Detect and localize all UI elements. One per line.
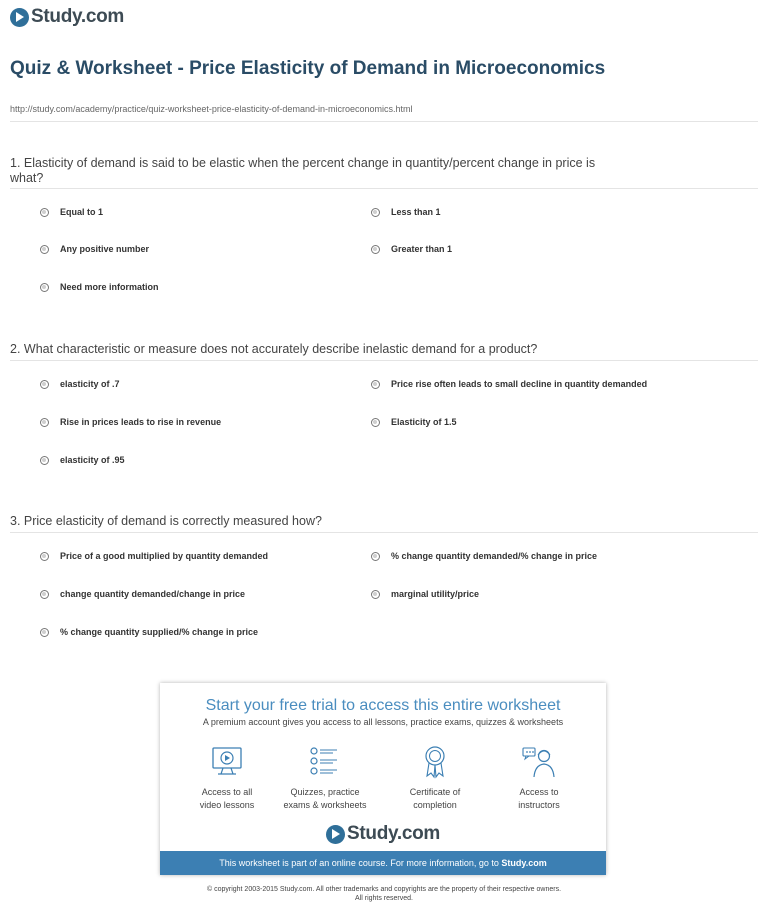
feature-label: instructors [518,800,560,810]
feature-label: video lessons [199,800,255,810]
promo-info-bar [160,851,606,875]
q3-option-d[interactable]: marginal utility/price [371,589,479,599]
radio-icon[interactable] [40,208,49,217]
feature-label: Access to [519,787,559,797]
promo-subtitle: A premium account gives you access to all lessons, practice exams, quizzes & worksheets [202,717,564,727]
question-1-text: 1. Elasticity of demand is said to be elastic when the percent change in quantity/percent change in price is what? [10,156,596,185]
divider [10,360,758,361]
q1-option-b[interactable]: Less than 1 [371,207,441,217]
radio-icon[interactable] [371,552,380,561]
promo-logo-text: Study.com [346,823,440,844]
feature-label: completion [413,800,457,810]
radio-icon[interactable] [40,283,49,292]
q1-option-a[interactable]: Equal to 1 [40,207,103,217]
page-title: Quiz & Worksheet - Price Elasticity of Demand in Microeconomics [10,58,606,79]
video-lesson-icon [209,745,245,779]
promo-study-logo[interactable] [160,823,606,845]
play-icon [326,825,345,844]
q1-option-e[interactable]: Need more information [40,282,159,292]
feature-quizzes [280,745,370,812]
divider [10,188,758,189]
radio-icon[interactable] [40,590,49,599]
study-link[interactable]: Study.com [501,858,547,868]
q1-option-c[interactable]: Any positive number [40,244,149,254]
certificate-icon [417,745,453,779]
feature-certificate [390,745,480,812]
question-3-text: 3. Price elasticity of demand is correctly measured how? [10,514,322,528]
question-2-text: 2. What characteristic or measure does not accurately describe inelastic demand for a product? [10,342,538,356]
q2-option-a[interactable]: elasticity of .7 [40,379,120,389]
feature-label: Access to all [201,787,253,797]
radio-icon[interactable] [371,590,380,599]
q1-option-d[interactable]: Greater than 1 [371,244,452,254]
radio-icon[interactable] [40,418,49,427]
copyright-line: © copyright 2003-2015 Study.com. All other trademarks and copyrights are the property of their respective owners. [206,886,562,893]
radio-icon[interactable] [40,245,49,254]
divider [10,121,758,122]
divider [10,532,758,533]
copyright-footer [0,885,768,903]
study-logo[interactable] [10,6,124,28]
quiz-list-icon [307,745,343,779]
q3-option-a[interactable]: Price of a good multiplied by quantity demanded [40,551,268,561]
q2-option-d[interactable]: Elasticity of 1.5 [371,417,457,427]
radio-icon[interactable] [371,418,380,427]
feature-label: exams & worksheets [283,800,367,810]
q3-option-b[interactable]: % change quantity demanded/% change in price [371,551,597,561]
q3-option-c[interactable]: change quantity demanded/change in price [40,589,245,599]
radio-icon[interactable] [371,380,380,389]
radio-icon[interactable] [40,628,49,637]
rights-line: All rights reserved. [355,895,413,902]
page-url: http://study.com/academy/practice/quiz-worksheet-price-elasticity-of-demand-in-microeconomics.html [10,104,413,114]
q2-option-c[interactable]: Rise in prices leads to rise in revenue [40,417,221,427]
q2-option-e[interactable]: elasticity of .95 [40,455,125,465]
promo-bar-text: This worksheet is part of an online course. For more information, go to [219,858,502,868]
feature-label: Certificate of [409,787,461,797]
radio-icon[interactable] [371,208,380,217]
instructor-icon [521,745,557,779]
radio-icon[interactable] [40,380,49,389]
feature-video-lessons [182,745,272,812]
q3-option-e[interactable]: % change quantity supplied/% change in price [40,627,258,637]
feature-label: Quizzes, practice [290,787,360,797]
play-icon [10,8,29,27]
radio-icon[interactable] [40,552,49,561]
radio-icon[interactable] [40,456,49,465]
feature-instructors [494,745,584,812]
free-trial-promo [160,683,606,875]
promo-title[interactable]: Start your free trial to access this entire worksheet [205,697,561,714]
q2-option-b[interactable]: Price rise often leads to small decline in quantity demanded [371,379,647,389]
radio-icon[interactable] [371,245,380,254]
logo-text: Study.com [31,6,125,27]
